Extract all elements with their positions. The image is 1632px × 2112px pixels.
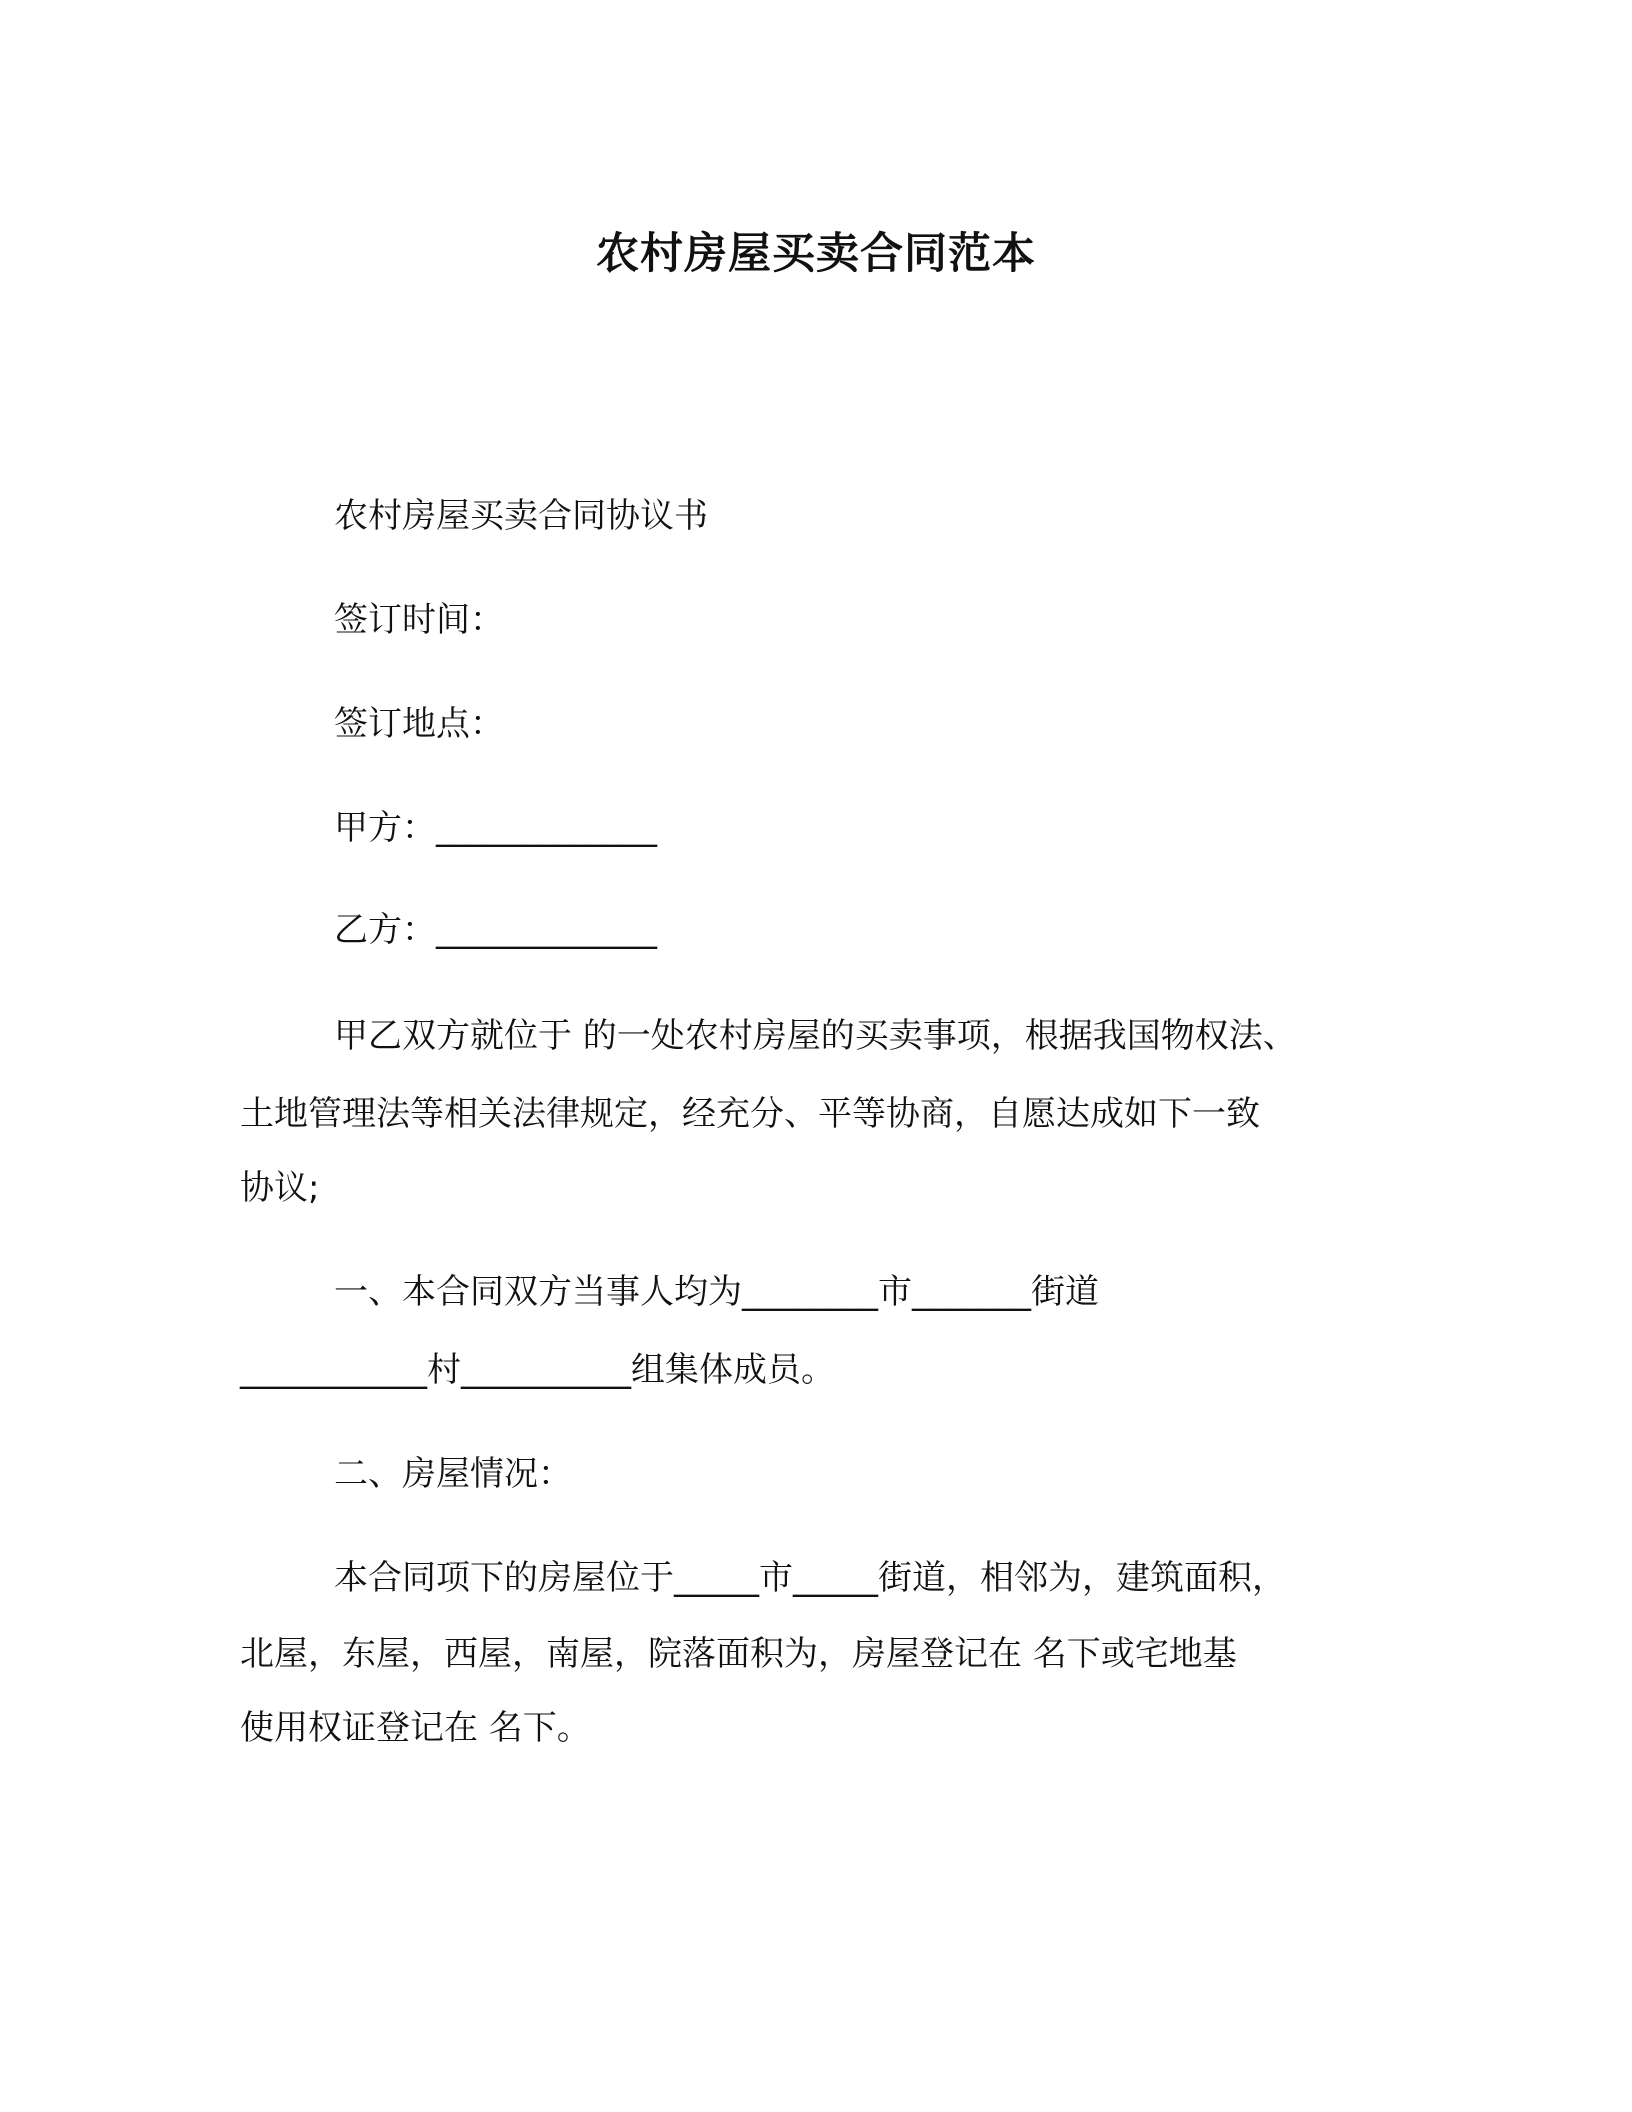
party-a-line: 甲方：_____________ (334, 808, 657, 848)
party-b-line: 乙方：_____________ (334, 910, 657, 950)
clause-2-line-3: 使用权证登记在 名下。 (240, 1708, 591, 1748)
clause-1-line-1: 一、本合同双方当事人均为________市_______街道 (334, 1272, 1099, 1312)
clause-2-line-2: 北屋，东屋，西屋，南屋，院落面积为，房屋登记在 名下或宅地基 (240, 1634, 1237, 1674)
document-title: 农村房屋买卖合同范本 (596, 229, 1036, 279)
sign-place-label: 签订地点： (334, 704, 504, 744)
intro-paragraph-line-3: 协议; (240, 1168, 320, 1208)
agreement-subtitle: 农村房屋买卖合同协议书 (334, 496, 708, 536)
intro-paragraph-line-1: 甲乙双方就位于 的一处农村房屋的买卖事项，根据我国物权法、 (334, 1016, 1297, 1056)
clause-1-line-2: ___________村__________组集体成员。 (240, 1350, 835, 1390)
clause-2-line-1: 本合同项下的房屋位于_____市_____街道，相邻为，建筑面积， (334, 1558, 1286, 1598)
sign-time-label: 签订时间： (334, 600, 504, 640)
intro-paragraph-line-2: 土地管理法等相关法律规定，经充分、平等协商，自愿达成如下一致 (240, 1094, 1260, 1134)
clause-2-heading: 二、房屋情况： (334, 1454, 572, 1494)
